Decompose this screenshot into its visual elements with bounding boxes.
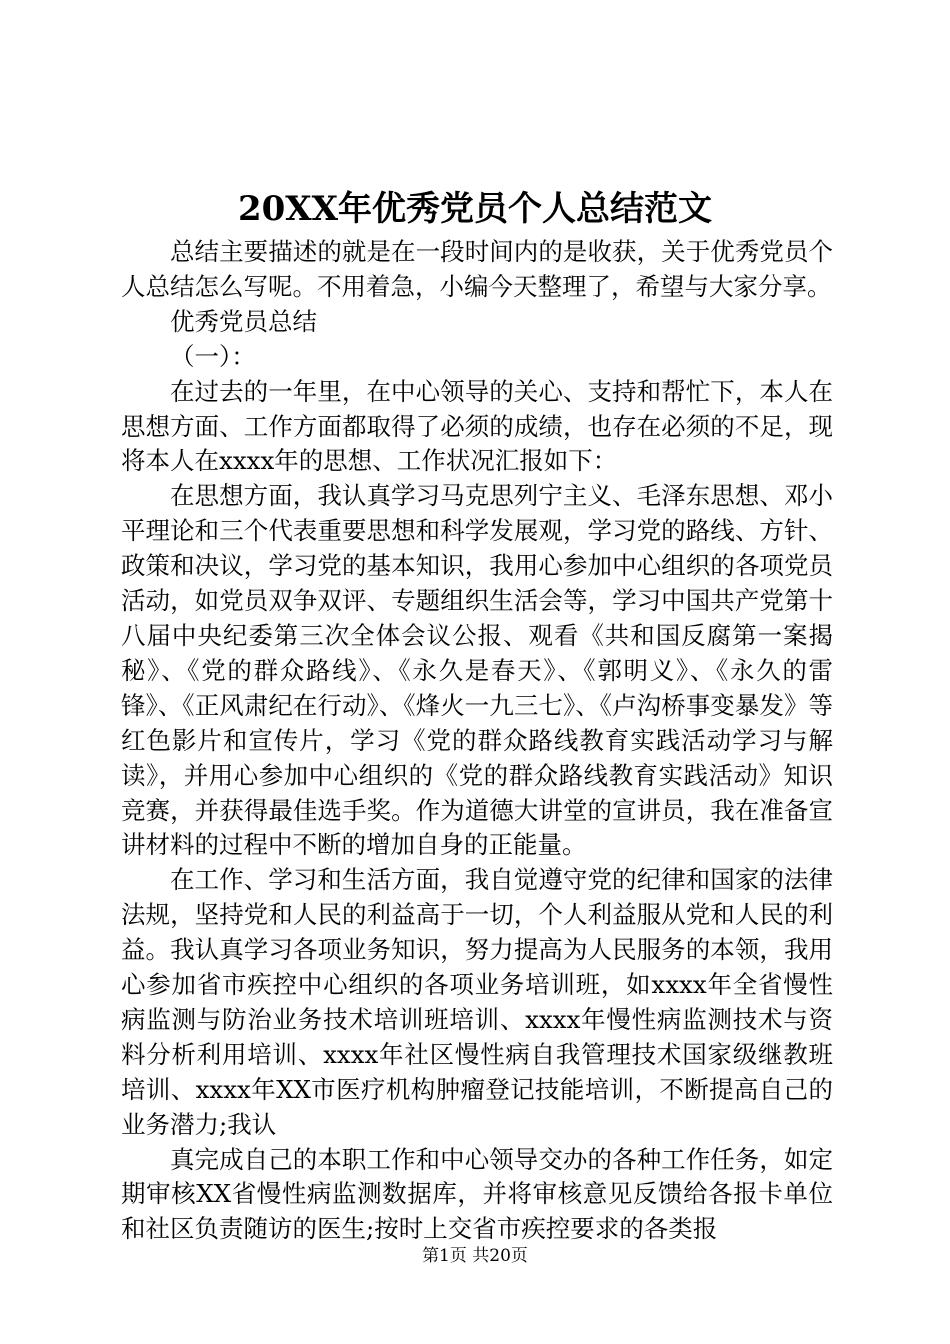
document-title: 20XX年优秀党员个人总结范文 [237, 189, 713, 229]
body-paragraph: 真完成自己的本职工作和中心领导交办的各种工作任务，如定期审核XX省慢性病监测数据库，并将审核意见反馈给各报卡单位和社区负责随访的医生;按时上交省市疾控要求的各类报 [121, 1144, 833, 1244]
subsection-number: （一）： [170, 341, 256, 371]
body-paragraph: 在过去的一年里，在中心领导的关心、支持和帮忙下，本人在思想方面、工作方面都取得了必须的成绩，也存在必须的不足，现将本人在xxxx年的思想、工作状况汇报如下： [121, 376, 833, 476]
body-paragraph: 在工作、学习和生活方面，我自觉遵守党的纪律和国家的法律法规，坚持党和人民的利益高于一切，个人利益服从党和人民的利益。我认真学习各项业务知识，努力提高为人民服务的本领，我用心参加省市疾控中心组织的各项业务培训班，如xxxx年全省慢性病监测与防治业务技术培训班培训、xxxx年慢性病监测技术与资料分析利用培训、xxxx年社区慢性病自我管理技术国家级继教班培训、xxxx年XX市医疗机构肿瘤登记技能培训，不断提高自己的业务潜力;我认 [121, 865, 833, 1139]
page-footer: 第1页 共20页 [422, 1246, 528, 1266]
document-body [121, 235, 833, 1247]
body-paragraph: 在思想方面，我认真学习马克思列宁主义、毛泽东思想、邓小平理论和三个代表重要思想和科学发展观，学习党的路线、方针、政策和决议，学习党的基本知识，我用心参加中心组织的各项党员活动，如党员双争双评、专题组织生活会等，学习中国共产党第十八届中央纪委第三次全体会议公报、观看《共和国反腐第一案揭秘》、《党的群众路线》、《永久是春天》、《郭明义》、《永久的雷锋》、《正风肃纪在行动》、《烽火一九三七》、《卢沟桥事变暴发》等红色影片和宣传片，学习《党的群众路线教育实践活动学习与解读》，并用心参加中心组织的《党的群众路线教育实践活动》知识竞赛，并获得最佳选手奖。作为道德大讲堂的宣讲员，我在准备宣讲材料的过程中不断的增加自身的正能量。 [121, 481, 833, 860]
intro-paragraph: 总结主要描述的就是在一段时间内的是收获，关于优秀党员个人总结怎么写呢。不用着急，小编今天整理了，希望与大家分享。 [121, 237, 833, 301]
section-heading: 优秀党员总结 [170, 306, 317, 336]
